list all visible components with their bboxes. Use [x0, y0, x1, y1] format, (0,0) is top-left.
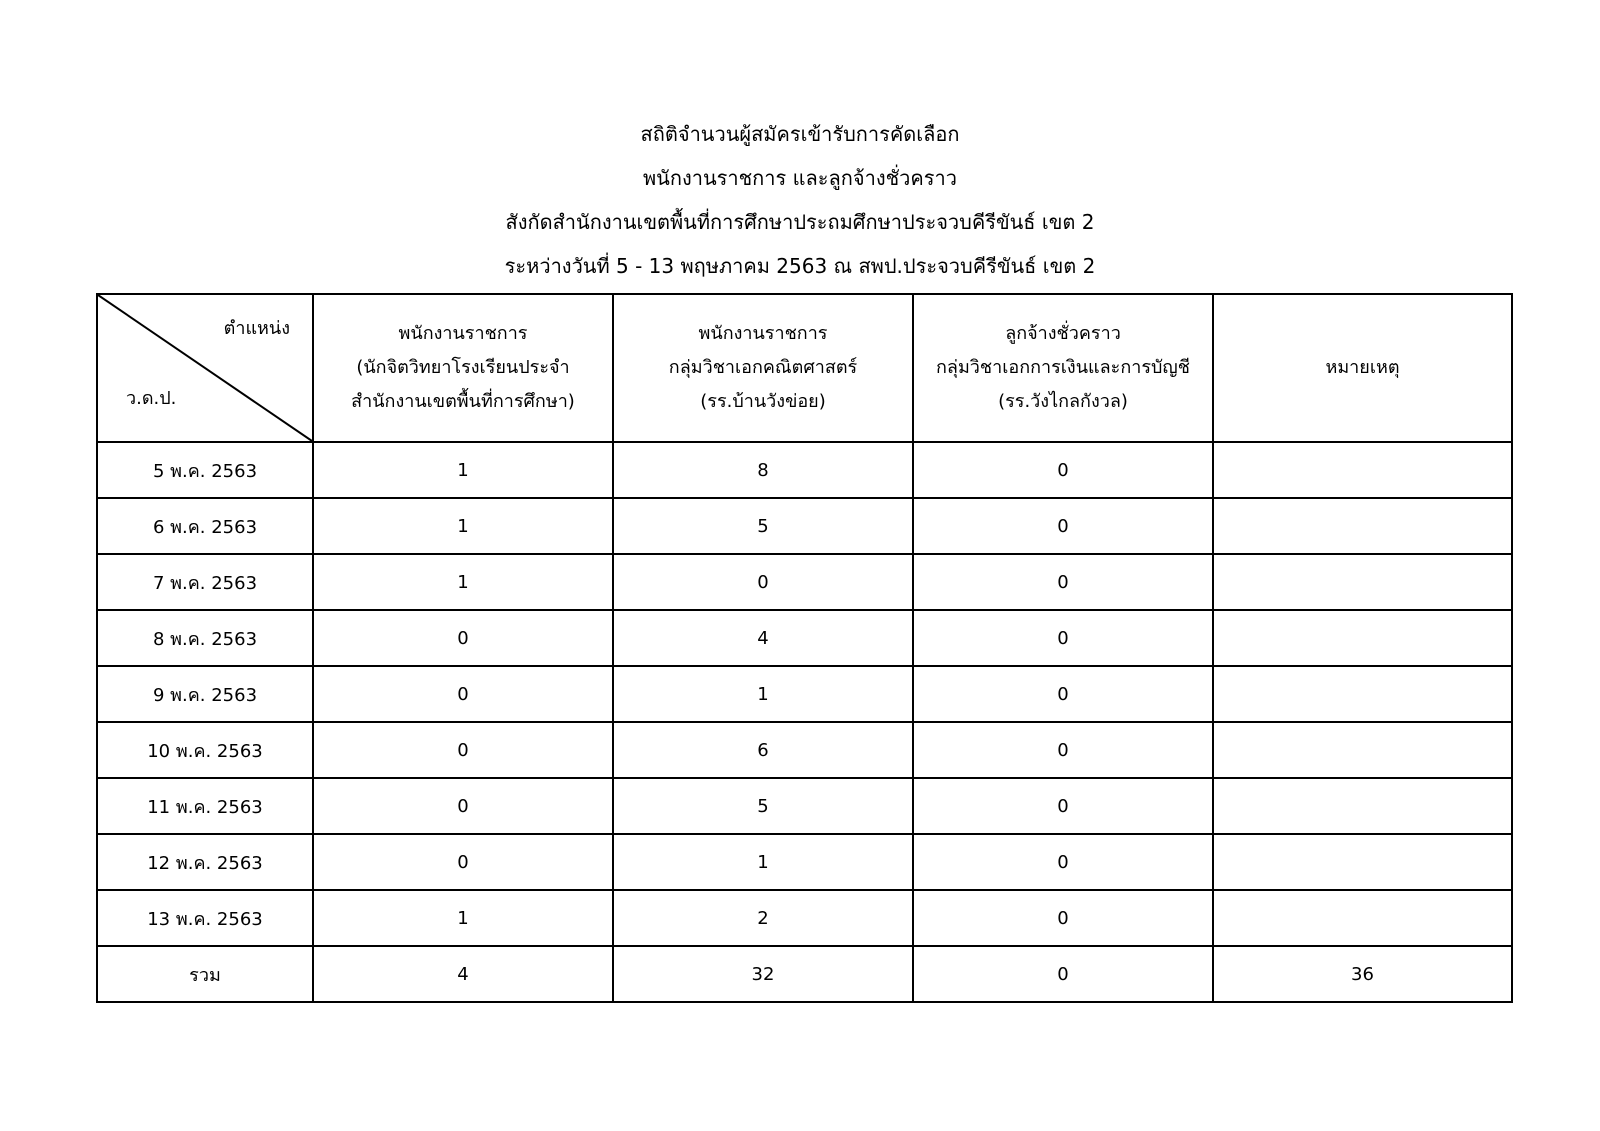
remarks-cell: [1213, 890, 1512, 946]
title-line: สถิติจำนวนผู้สมัครเข้ารับการคัดเลือก: [640, 122, 960, 146]
position-header-label: ตำแหน่ง: [223, 318, 290, 339]
document-title-block: [0, 112, 1600, 288]
date-cell: 12 พ.ค. 2563: [97, 834, 313, 890]
date-cell: 8 พ.ค. 2563: [97, 610, 313, 666]
count-cell: 0: [913, 610, 1213, 666]
header-line: พนักงานราชการ: [398, 323, 528, 344]
date-cell: 5 พ.ค. 2563: [97, 442, 313, 498]
header-line: (รร.วังไกลกังวล): [998, 391, 1128, 412]
column-header-accounting-temp: [913, 294, 1213, 442]
count-cell: 0: [613, 554, 913, 610]
count-cell: 0: [313, 778, 613, 834]
count-cell: 1: [313, 890, 613, 946]
date-cell: 6 พ.ค. 2563: [97, 498, 313, 554]
date-cell: 10 พ.ค. 2563: [97, 722, 313, 778]
remarks-cell: [1213, 498, 1512, 554]
column-header-math-teacher: [613, 294, 913, 442]
remarks-cell: [1213, 722, 1512, 778]
table-row: [97, 834, 1512, 890]
count-cell: 2: [613, 890, 913, 946]
title-line: พนักงานราชการ และลูกจ้างชั่วคราว: [643, 166, 957, 190]
count-cell: 0: [913, 666, 1213, 722]
remarks-cell: [1213, 834, 1512, 890]
remarks-cell: [1213, 554, 1512, 610]
table-row: [97, 722, 1512, 778]
count-cell: 5: [613, 778, 913, 834]
table-header-row: [97, 294, 1512, 442]
count-cell: 0: [313, 834, 613, 890]
table-row: [97, 890, 1512, 946]
header-line: พนักงานราชการ: [698, 323, 828, 344]
column-header-psychologist: [313, 294, 613, 442]
grand-total-cell: 36: [1213, 946, 1512, 1002]
count-cell: 0: [913, 442, 1213, 498]
count-cell: 8: [613, 442, 913, 498]
table-row: [97, 498, 1512, 554]
remarks-cell: [1213, 442, 1512, 498]
count-cell: 1: [613, 834, 913, 890]
table-row: [97, 666, 1512, 722]
remarks-cell: [1213, 610, 1512, 666]
count-cell: 0: [913, 778, 1213, 834]
count-cell: 0: [313, 722, 613, 778]
header-line: สำนักงานเขตพื้นที่การศึกษา): [351, 391, 575, 412]
header-line: ลูกจ้างชั่วคราว: [1005, 323, 1121, 344]
table-row: [97, 778, 1512, 834]
total-cell: 4: [313, 946, 613, 1002]
header-line: (รร.บ้านวังข่อย): [700, 391, 826, 412]
title-line: ระหว่างวันที่ 5 - 13 พฤษภาคม 2563 ณ สพป.ประจวบคีรีขันธ์ เขต 2: [504, 254, 1096, 278]
count-cell: 1: [313, 498, 613, 554]
count-cell: 0: [913, 890, 1213, 946]
header-line: กลุ่มวิชาเอกคณิตศาสตร์: [668, 357, 858, 378]
count-cell: 1: [313, 442, 613, 498]
table-row: [97, 610, 1512, 666]
header-line: (นักจิตวิทยาโรงเรียนประจำ: [356, 357, 570, 378]
count-cell: 0: [913, 554, 1213, 610]
date-cell: 9 พ.ค. 2563: [97, 666, 313, 722]
count-cell: 5: [613, 498, 913, 554]
title-line: สังกัดสำนักงานเขตพื้นที่การศึกษาประถมศึกษาประจวบคีรีขันธ์ เขต 2: [505, 210, 1095, 234]
total-cell: 0: [913, 946, 1213, 1002]
count-cell: 0: [913, 834, 1213, 890]
date-cell: 11 พ.ค. 2563: [97, 778, 313, 834]
count-cell: 0: [913, 722, 1213, 778]
count-cell: 6: [613, 722, 913, 778]
corner-header-cell: [97, 294, 313, 442]
count-cell: 4: [613, 610, 913, 666]
remarks-cell: [1213, 666, 1512, 722]
date-header-label: ว.ด.ป.: [126, 388, 177, 409]
remarks-cell: [1213, 778, 1512, 834]
applicant-statistics-table: [96, 293, 1513, 1003]
total-label-cell: รวม: [97, 946, 313, 1002]
count-cell: 0: [313, 610, 613, 666]
count-cell: 0: [313, 666, 613, 722]
total-cell: 32: [613, 946, 913, 1002]
count-cell: 0: [913, 498, 1213, 554]
header-line: กลุ่มวิชาเอกการเงินและการบัญชี: [936, 357, 1190, 378]
date-cell: 7 พ.ค. 2563: [97, 554, 313, 610]
count-cell: 1: [313, 554, 613, 610]
total-row: [97, 946, 1512, 1002]
header-line: หมายเหตุ: [1325, 357, 1400, 378]
date-cell: 13 พ.ค. 2563: [97, 890, 313, 946]
count-cell: 1: [613, 666, 913, 722]
column-header-remarks: [1213, 294, 1512, 442]
table-row: [97, 554, 1512, 610]
table-row: [97, 442, 1512, 498]
